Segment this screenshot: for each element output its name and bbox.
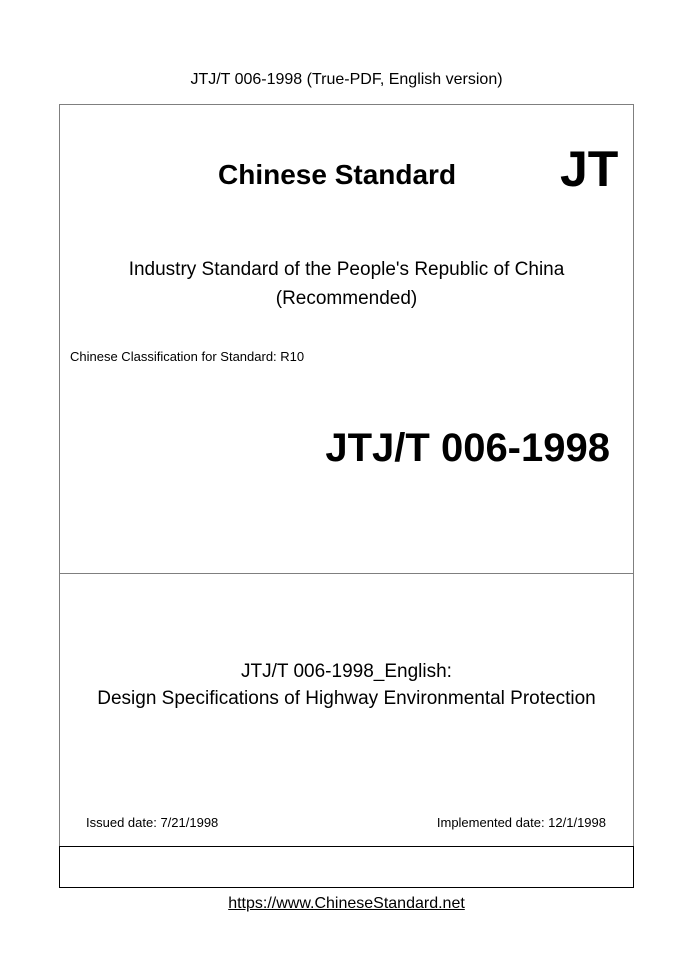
classification-text: Chinese Classification for Standard: R10 — [70, 349, 305, 364]
standard-number: JTJ/T 006-1998 — [325, 426, 610, 470]
standard-title: Chinese Standard — [218, 159, 457, 190]
website-link[interactable]: https://www.ChineseStandard.net — [228, 895, 465, 912]
implemented-date: Implemented date: 12/1/1998 — [436, 815, 606, 830]
recommended-line: (Recommended) — [275, 288, 418, 309]
standard-code: JT — [560, 141, 619, 197]
issued-date: Issued date: 7/21/1998 — [86, 815, 219, 830]
footer — [0, 894, 693, 914]
cover-bottom-frame — [59, 846, 634, 888]
document-subject: Design Specifications of Highway Environmental Protection — [97, 688, 596, 709]
industry-standard-line: Industry Standard of the People's Republic of China — [128, 259, 565, 280]
page-header-title: JTJ/T 006-1998 (True-PDF, English version) — [190, 71, 503, 88]
document-name: JTJ/T 006-1998_English: — [241, 661, 452, 682]
